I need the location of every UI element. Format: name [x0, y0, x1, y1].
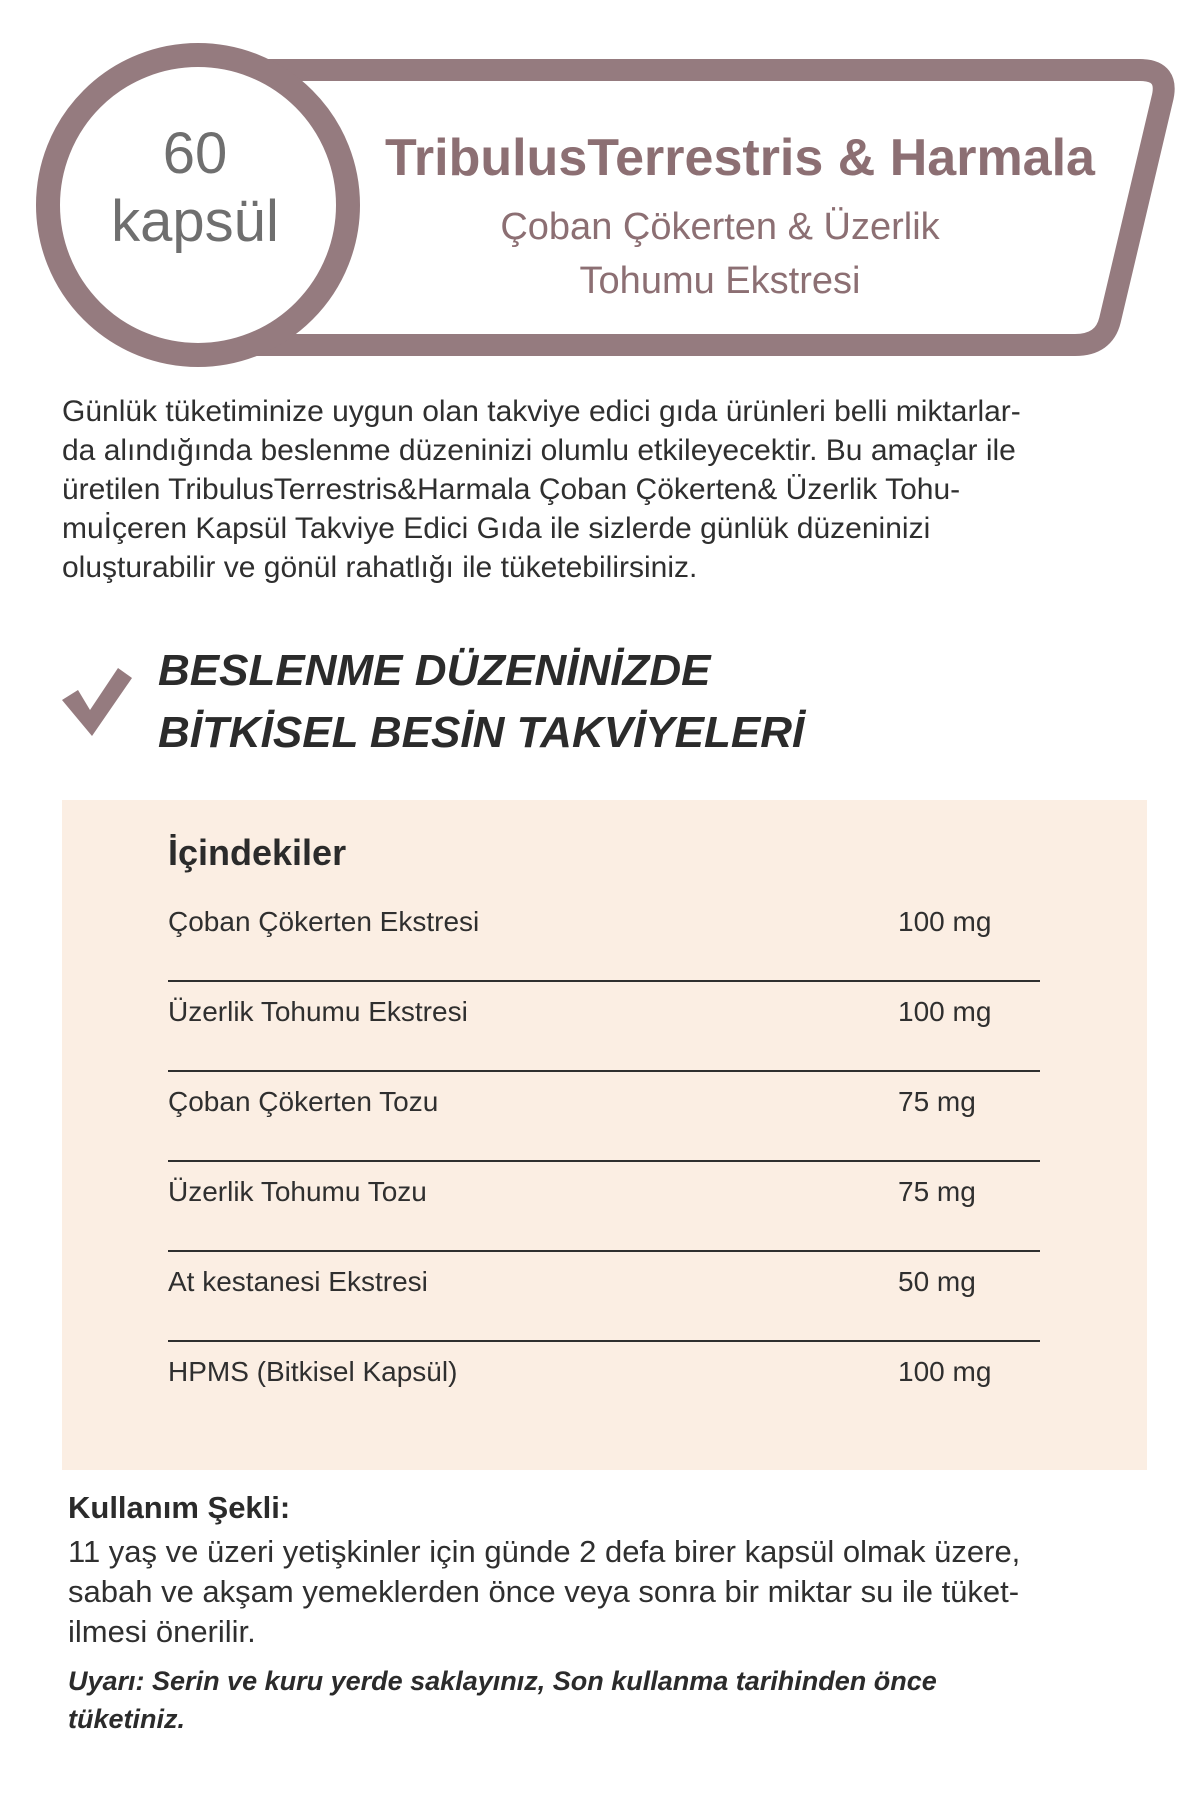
ingredient-name: Üzerlik Tohumu Ekstresi — [168, 996, 468, 1027]
ingredient-amount: 100 mg — [898, 996, 992, 1027]
usage-text — [68, 1532, 1158, 1652]
ingredient-row — [168, 1162, 1040, 1252]
ingredient-name: HPMS (Bitkisel Kapsül) — [168, 1356, 458, 1387]
storage-warning — [68, 1662, 1148, 1738]
banner-line1: BESLENME DÜZENİNİZDE — [158, 646, 711, 695]
product-subtitle — [460, 200, 980, 308]
ingredient-amount: 50 mg — [898, 1266, 976, 1297]
banner-line2: BİTKİSEL BESİN TAKVİYELERİ — [158, 708, 805, 757]
capsule-count-number: 60 — [162, 121, 228, 186]
warning-line: Uyarı: Serin ve kuru yerde saklayınız, Son kullanma tarihinden önce — [68, 1666, 937, 1696]
ingredient-amount: 75 mg — [898, 1176, 976, 1207]
ingredient-row — [168, 1252, 1040, 1342]
ingredient-amount: 100 mg — [898, 1356, 992, 1387]
intro-line: oluşturabilir ve gönül rahatlığı ile tüketebilirsiniz. — [62, 551, 698, 584]
warning-line: tüketiniz. — [68, 1704, 186, 1734]
intro-line: Günlük tüketiminize uygun olan takviye edici gıda ürünleri belli miktarlar- — [62, 395, 1021, 428]
product-subtitle-line1: Çoban Çökerten & Üzerlik — [500, 206, 940, 248]
ingredient-amount: 75 mg — [898, 1086, 976, 1117]
ingredient-amount: 100 mg — [898, 906, 992, 937]
capsule-count-unit: kapsül — [111, 189, 279, 254]
usage-line: sabah ve akşam yemeklerden önce veya sonra bir miktar su ile tüket- — [68, 1574, 1020, 1609]
ingredient-row — [168, 1342, 1040, 1432]
ingredient-name: Üzerlik Tohumu Tozu — [168, 1176, 427, 1207]
intro-paragraph — [62, 392, 1142, 587]
ingredient-name: Çoban Çökerten Ekstresi — [168, 906, 480, 937]
ingredients-panel — [62, 800, 1147, 1470]
intro-line: da alındığında beslenme düzeninizi olumlu etkileyecektir. Bu amaçlar ile — [62, 434, 1016, 467]
ingredient-row — [168, 982, 1040, 1072]
product-title: TribulusTerrestris & Harmala — [385, 129, 1095, 187]
ingredient-row — [168, 892, 1040, 982]
usage-line: 11 yaş ve üzeri yetişkinler için günde 2 defa birer kapsül olmak üzere, — [68, 1534, 1021, 1569]
feature-banner — [158, 640, 804, 764]
ingredient-name: Çoban Çökerten Tozu — [168, 1086, 439, 1117]
ingredients-heading: İçindekiler — [168, 832, 347, 873]
intro-line: üretilen TribulusTerrestris&Harmala Çoban Çökerten& Üzerlik Tohu- — [62, 473, 961, 506]
ingredient-row — [168, 1072, 1040, 1162]
product-subtitle-line2: Tohumu Ekstresi — [579, 260, 861, 302]
ingredient-name: At kestanesi Ekstresi — [168, 1266, 428, 1297]
usage-title: Kullanım Şekli: — [68, 1490, 291, 1525]
capsule-count — [70, 120, 320, 256]
intro-line: muİçeren Kapsül Takviye Edici Gıda ile sizlerde günlük düzeninizi — [62, 512, 931, 545]
check-icon — [56, 660, 136, 740]
ingredients-list — [168, 892, 1040, 1432]
usage-line: ilmesi önerilir. — [68, 1614, 256, 1649]
